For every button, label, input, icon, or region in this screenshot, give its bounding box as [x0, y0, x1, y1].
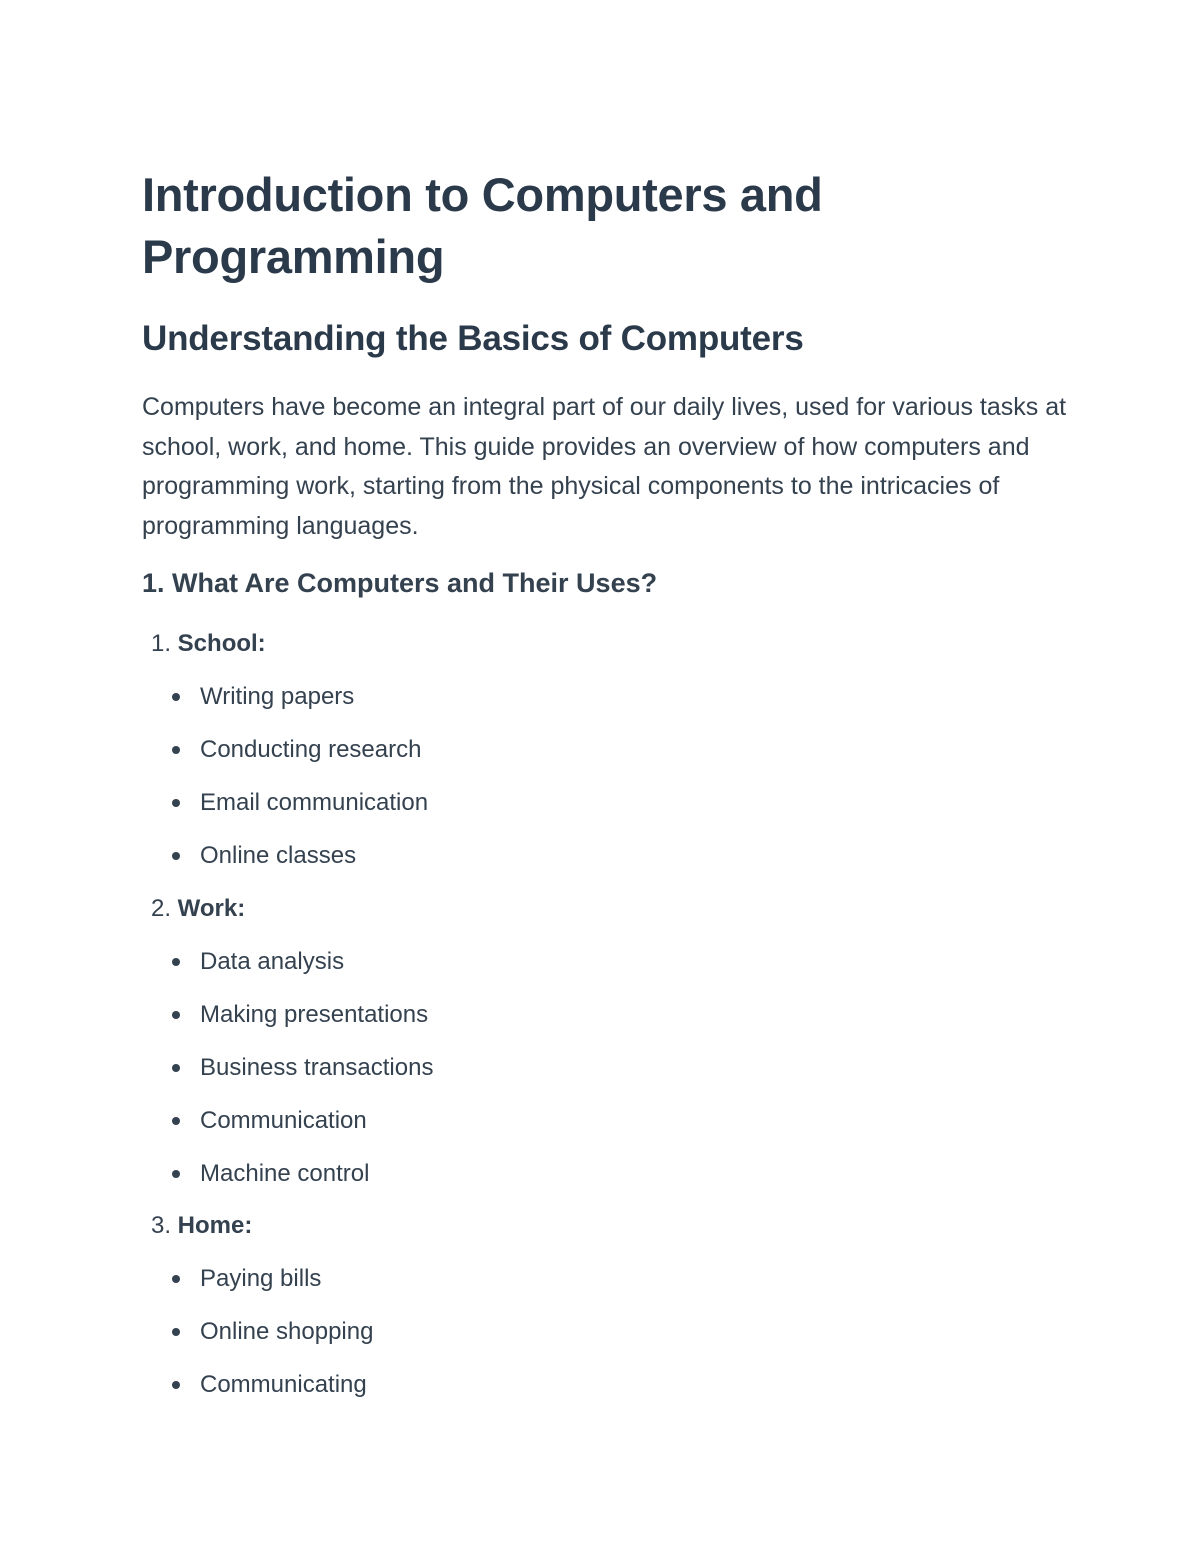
list-item-text: Paying bills	[200, 1265, 322, 1292]
group-label	[142, 1200, 1072, 1252]
list-item	[142, 1252, 1072, 1305]
group-number: 2.	[150, 895, 171, 922]
list-item-text: Writing papers	[200, 683, 355, 710]
bullet-icon	[172, 1170, 180, 1178]
uses-group-school	[142, 618, 1072, 882]
bullet-icon	[172, 693, 180, 701]
group-items	[142, 935, 1072, 1200]
list-item	[142, 1358, 1072, 1411]
list-item	[142, 988, 1072, 1041]
group-items	[142, 670, 1072, 882]
bullet-icon	[172, 1328, 180, 1336]
list-item	[142, 1094, 1072, 1147]
group-items	[142, 1252, 1072, 1411]
list-item-text: Communicating	[200, 1371, 367, 1398]
list-item-text: Data analysis	[200, 948, 345, 975]
group-number: 1.	[150, 630, 171, 657]
page-subtitle: Understanding the Basics of Computers	[142, 319, 804, 358]
list-item-text: Online classes	[200, 842, 357, 869]
list-item	[142, 935, 1072, 988]
bullet-icon	[172, 1381, 180, 1389]
list-item-text: Communication	[200, 1107, 367, 1134]
bullet-icon	[172, 799, 180, 807]
group-number: 3.	[150, 1212, 171, 1239]
group-label	[142, 883, 1072, 935]
group-name: Work:	[177, 895, 246, 922]
group-name: Home:	[177, 1212, 253, 1239]
list-item-text: Making presentations	[200, 1001, 429, 1028]
group-label	[142, 618, 1072, 670]
bullet-icon	[172, 746, 180, 754]
uses-group-work	[142, 883, 1072, 1200]
group-name: School:	[177, 630, 266, 657]
bullet-icon	[172, 958, 180, 966]
bullet-icon	[172, 1064, 180, 1072]
list-item	[142, 776, 1072, 829]
list-item	[142, 670, 1072, 723]
bullet-icon	[172, 852, 180, 860]
list-item-text: Online shopping	[200, 1318, 374, 1345]
intro-paragraph: Computers have become an integral part of our daily lives, used for various tasks at school, work, and home. This guide provides an overview of how computers and programming work, starting from the physical components to the intricacies of programming languages.	[142, 393, 1067, 540]
list-item	[142, 1305, 1072, 1358]
page-title: Introduction to Computers and Programming	[142, 168, 823, 283]
list-item-text: Email communication	[200, 789, 429, 816]
section-heading: 1. What Are Computers and Their Uses?	[142, 568, 658, 598]
list-item	[142, 1041, 1072, 1094]
list-item-text: Machine control	[200, 1160, 370, 1187]
bullet-icon	[172, 1117, 180, 1125]
list-item	[142, 829, 1072, 882]
bullet-icon	[172, 1275, 180, 1283]
uses-group-home	[142, 1200, 1072, 1411]
list-item	[142, 1147, 1072, 1200]
bullet-icon	[172, 1011, 180, 1019]
list-item-text: Conducting research	[200, 736, 422, 763]
list-item	[142, 723, 1072, 776]
list-item-text: Business transactions	[200, 1054, 434, 1081]
